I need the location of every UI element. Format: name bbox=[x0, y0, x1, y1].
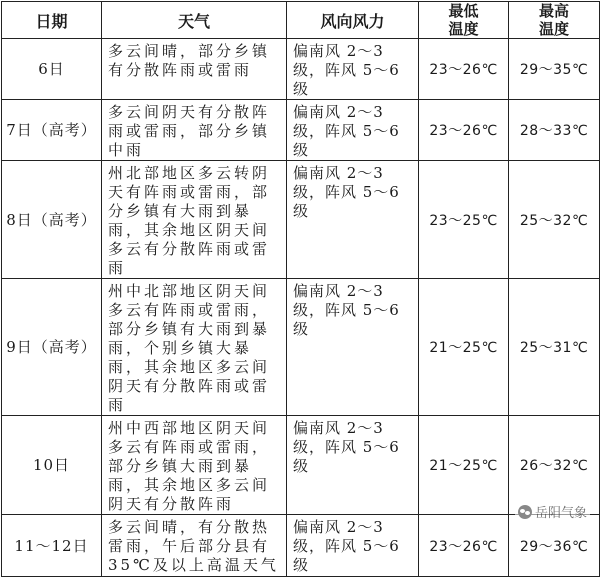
weather-cell: 多云间晴，有分散热雷雨，午后部分县有35℃及以上高温天气 bbox=[102, 515, 287, 577]
header-date: 日期 bbox=[2, 2, 102, 39]
date-cell: 6日 bbox=[2, 39, 102, 100]
header-max-temp-text: 最高 温度 bbox=[539, 2, 569, 38]
date-cell: 9日（高考） bbox=[2, 279, 102, 416]
wind-cell: 偏南风 2～3级，阵风 5～6级 bbox=[287, 515, 419, 577]
max-temp-cell: 25～31℃ bbox=[509, 279, 600, 416]
wechat-icon bbox=[518, 505, 532, 519]
weather-cell: 州中西部地区阴天间多云有阵雨或雷雨，部分乡镇大雨到暴雨，其余地区多云间阴天有分散阵雨 bbox=[102, 416, 287, 515]
table-row bbox=[2, 416, 600, 515]
header-min-temp-text: 最低 温度 bbox=[448, 2, 478, 38]
date-cell: 10日 bbox=[2, 416, 102, 515]
max-temp-cell: 29～35℃ bbox=[509, 39, 600, 100]
max-temp-cell: 26～32℃ bbox=[509, 416, 600, 515]
weather-cell: 多云间晴，部分乡镇有分散阵雨或雷雨 bbox=[102, 39, 287, 100]
forecast-table bbox=[1, 1, 600, 577]
max-temp-cell: 25～32℃ bbox=[509, 161, 600, 279]
header-min-temp bbox=[419, 2, 509, 39]
max-temp-cell bbox=[509, 515, 600, 577]
weather-cell: 州中北部地区阴天间多云有阵雨或雷雨，部分乡镇有大雨到暴雨，个别乡镇大暴雨，其余地区多云间阴天有分散阵雨或雷雨 bbox=[102, 279, 287, 416]
date-cell: 8日（高考） bbox=[2, 161, 102, 279]
max-temp-cell: 28～33℃ bbox=[509, 100, 600, 161]
header-weather: 天气 bbox=[102, 2, 287, 39]
weather-cell: 多云间阴天有分散阵雨或雷雨，部分乡镇中雨 bbox=[102, 100, 287, 161]
wind-cell: 偏南风 2～3级，阵风 5～6级 bbox=[287, 279, 419, 416]
wind-cell: 偏南风 2～3级，阵风 5～6级 bbox=[287, 39, 419, 100]
min-temp-cell: 23～26℃ bbox=[419, 100, 509, 161]
weather-cell: 州北部地区多云转阴天有阵雨或雷雨，部分乡镇有大雨到暴雨，其余地区阴天间多云有分散阵雨或雷雨 bbox=[102, 161, 287, 279]
watermark bbox=[515, 501, 590, 522]
header-wind: 风向风力 bbox=[287, 2, 419, 39]
wind-cell: 偏南风 2～3级，阵风 5～6级 bbox=[287, 100, 419, 161]
min-temp-cell: 23～26℃ bbox=[419, 515, 509, 577]
header-row bbox=[2, 2, 600, 39]
date-cell: 7日（高考） bbox=[2, 100, 102, 161]
wind-cell: 偏南风 2～3级，阵风 5～6级 bbox=[287, 416, 419, 515]
min-temp-cell: 21～25℃ bbox=[419, 279, 509, 416]
table-row bbox=[2, 100, 600, 161]
header-max-temp bbox=[509, 2, 600, 39]
date-cell: 11～12日 bbox=[2, 515, 102, 577]
table-row bbox=[2, 39, 600, 100]
min-temp-cell: 21～25℃ bbox=[419, 416, 509, 515]
min-temp-cell: 23～25℃ bbox=[419, 161, 509, 279]
table-row bbox=[2, 515, 600, 577]
wind-cell: 偏南风 2～3级，阵风 5～6级 bbox=[287, 161, 419, 279]
table-row bbox=[2, 161, 600, 279]
watermark-text: 岳阳气象 bbox=[535, 502, 587, 521]
table-row bbox=[2, 279, 600, 416]
min-temp-cell: 23～26℃ bbox=[419, 39, 509, 100]
